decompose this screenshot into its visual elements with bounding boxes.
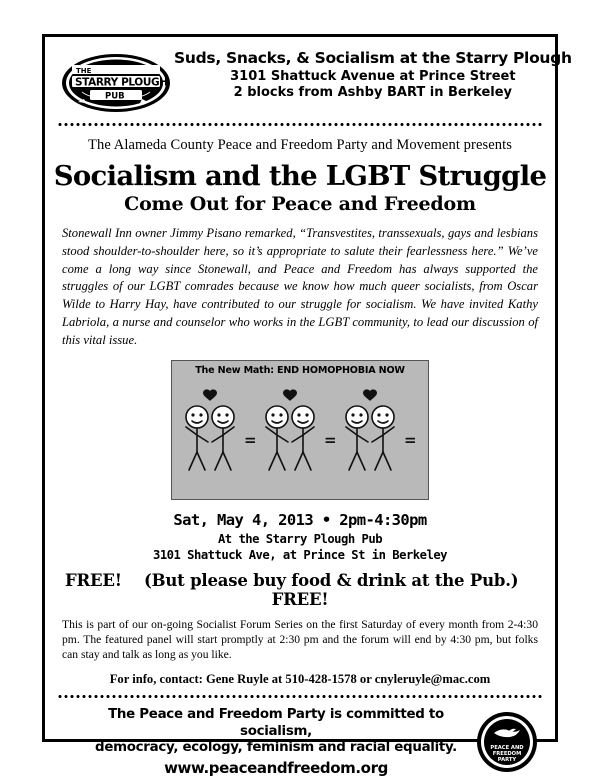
footer-website-url[interactable]: www.peaceandfreedom.org [164,759,388,778]
divider-top [58,122,542,127]
cartoon-figures [172,361,428,499]
free-label-right: FREE! [271,589,329,609]
free-label-left: FREE! [64,570,122,590]
svg-text:PARTY: PARTY [497,756,517,763]
flyer-header [52,42,572,114]
svg-text:PEACE AND: PEACE AND [490,744,524,751]
cartoon-wrapper [52,360,548,500]
series-note: This is part of our on-going Socialist Forum Series on the first Saturday of every month from 2-4:30 pm. The featured panel will start promptly at 2:30 pm and the forum will end by 4:30 pm, but folks can stay and talk as long as you like. [62,617,538,662]
header-line-3: 2 blocks from Ashby BART in Berkeley [233,84,513,100]
footer-line-2: democracy, ecology, feminism and racial equality. [95,740,457,756]
svg-text:PUB: PUB [105,91,125,102]
event-datetime: Sat, May 4, 2013 • 2pm-4:30pm [173,510,427,529]
body-paragraph: Stonewall Inn owner Jimmy Pisano remarked, “Transvestites, transsexuals, gays and lesbians stood shoulder-to-shoulder here, so it’s appropriate to salute their fearlessness here.” We’ve come a long way since Stonewall, and Peace and Freedom has always supported the struggles of our LGBT comrades because we know how much queer socialists, from Oscar Wilde to Harry Hay, have contributed to our struggle for socialism. We have invited Kathy Labriola, a nurse and counselor who works in the LGBT community, to lead our discussion of this vital issue. [62,225,538,348]
header-text-block [174,50,572,100]
svg-text:=: = [404,430,417,449]
footer-line-1: The Peace and Freedom Party is committed to socialism, [108,706,444,739]
event-address: 3101 Shattuck Ave, at Prince St in Berkeley [152,547,447,562]
free-note: (But please buy food & drink at the Pub.) [143,570,519,590]
flyer-footer [52,707,548,777]
cartoon-image [171,360,429,500]
svg-text:STARRY PLOUGH: STARRY PLOUGH [75,76,168,89]
page-title: Socialism and the LGBT Struggle [53,160,547,192]
svg-text:=: = [244,430,257,449]
starry-plough-pub-logo [60,52,172,114]
cartoon-title: The New Math: END HOMOPHOBIA NOW [195,364,405,376]
contact-line: For info, contact: Gene Ruyle at 510-428-1578 or cnyleruyle@mac.com [109,671,491,686]
event-venue: At the Starry Plough Pub [217,531,383,546]
flyer-content [52,42,572,778]
svg-text:FREEDOM: FREEDOM [492,750,522,757]
svg-text:THE: THE [76,67,92,75]
header-line-2: 3101 Shattuck Avenue at Prince Street [230,69,516,85]
presenter-line: The Alameda County Peace and Freedom Party and Movement presents [88,137,512,153]
svg-text:=: = [324,430,337,449]
free-admission-line [52,571,548,609]
peace-and-freedom-party-seal [476,711,538,773]
page-subtitle: Come Out for Peace and Freedom [124,192,476,215]
footer-text-block [58,707,476,777]
header-line-1: Suds, Snacks, & Socialism at the Starry Plough [174,49,572,67]
divider-bottom [58,694,542,699]
